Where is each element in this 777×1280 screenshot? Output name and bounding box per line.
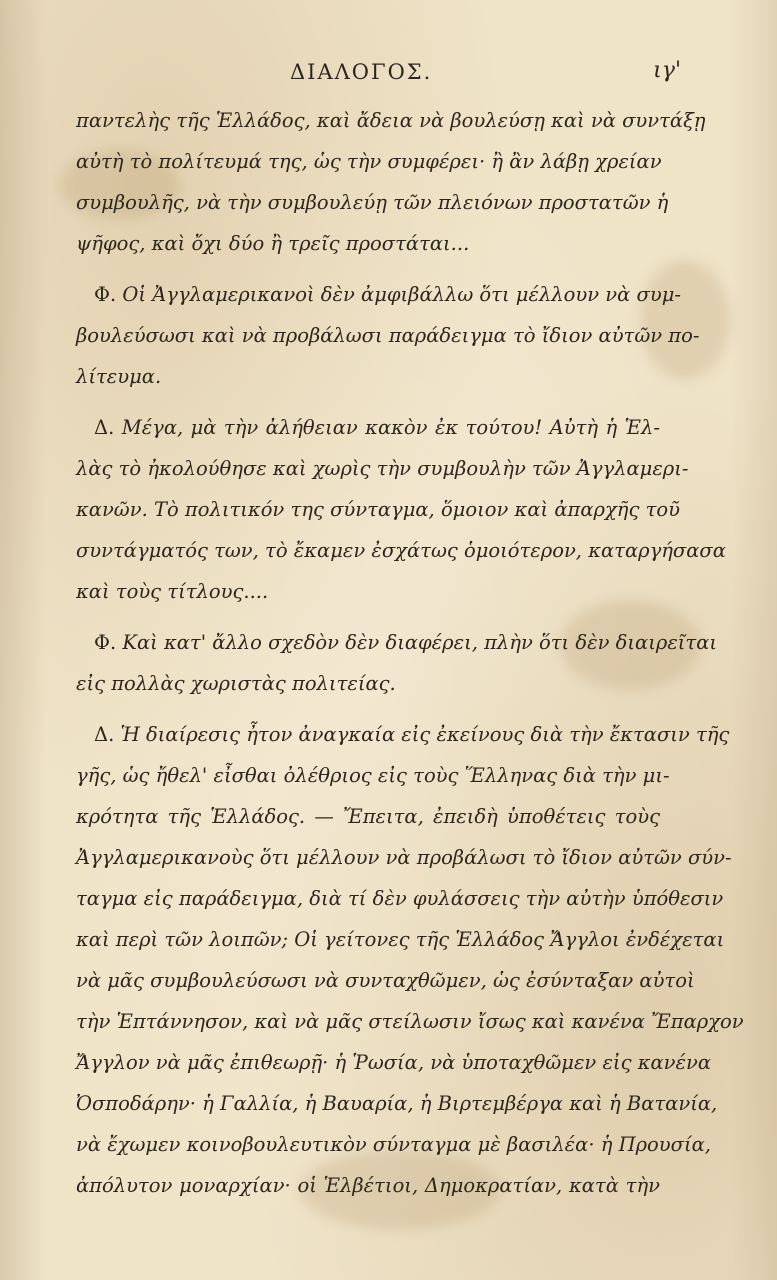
body-text <box>76 100 744 1206</box>
page-number: ιγ' <box>653 58 681 83</box>
text-line: Φ. Καὶ κατ' ἄλλο σχεδὸν δὲν διαφέρει, πλὴν ὅτι δὲν διαιρεῖται <box>94 631 718 654</box>
text-line: Ὀσποδάρην· ἡ Γαλλία, ἡ Βαυαρία, ἡ Βιρτεμβέργα καὶ ἡ Βατανία, <box>76 1092 718 1115</box>
page-header <box>0 58 777 94</box>
text-line: ἀπόλυτον μοναρχίαν· οἱ Ἑλβέτιοι, Δημοκρατίαν, κατὰ τὴν <box>76 1174 660 1197</box>
paragraph <box>76 714 744 1206</box>
text-line: βουλεύσωσι καὶ νὰ προβάλωσι παράδειγμα τὸ ἴδιον αὐτῶν πο- <box>76 324 700 347</box>
text-line: εἰς πολλὰς χωριστὰς πολιτείας. <box>76 672 396 695</box>
text-line: συμβουλῆς, νὰ τὴν συμβουλεύῃ τῶν πλειόνων προστατῶν ἡ <box>76 191 669 214</box>
text-line: λὰς τὸ ἠκολούθησε καὶ χωρὶς τὴν συμβουλὴν τῶν Ἀγγλαμερι- <box>76 457 689 480</box>
text-line: ταγμα εἰς παράδειγμα, διὰ τί δὲν φυλάσσεις τὴν αὐτὴν ὑπόθεσιν <box>76 887 724 910</box>
text-line: κρότητα τῆς Ἑλλάδος. — Ἔπειτα, ἐπειδὴ ὑποθέτεις τοὺς <box>76 805 660 828</box>
speaker-label: Φ. <box>94 631 117 654</box>
speaker-label: Δ. <box>94 416 115 439</box>
text-line: παντελὴς τῆς Ἑλλάδος, καὶ ἄδεια νὰ βουλεύσῃ καὶ νὰ συντάξῃ <box>76 109 706 132</box>
text-line: γῆς, ὡς ἤθελ' εἶσθαι ὀλέθριος εἰς τοὺς Ἕλληνας διὰ τὴν μι- <box>76 764 670 787</box>
text-line: νὰ ἔχωμεν κοινοβουλευτικὸν σύνταγμα μὲ βασιλέα· ἡ Προυσία, <box>76 1133 711 1156</box>
text-line: Δ. Μέγα, μὰ τὴν ἀλήθειαν κακὸν ἐκ τούτου! Αὐτὴ ἡ Ἑλ- <box>94 416 661 439</box>
text-line: Ἀγγλαμερικανοὺς ὅτι μέλλουν νὰ προβάλωσι τὸ ἴδιον αὐτῶν σύν- <box>76 846 732 869</box>
text-line: καὶ περὶ τῶν λοιπῶν; Οἱ γείτονες τῆς Ἑλλάδος Ἄγγλοι ἐνδέχεται <box>76 928 725 951</box>
text-line: τὴν Ἑπτάννησον, καὶ νὰ μᾶς στείλωσιν ἴσως καὶ κανένα Ἔπαρχον <box>76 1010 744 1033</box>
text-line: νὰ μᾶς συμβουλεύσωσι νὰ συνταχθῶμεν, ὡς ἐσύνταξαν αὐτοὶ <box>76 969 695 992</box>
speaker-label: Δ. <box>94 723 115 746</box>
text-line: καὶ τοὺς τίτλους.... <box>76 580 269 603</box>
paragraph <box>76 407 726 612</box>
paragraph <box>76 622 718 704</box>
text-line: ψῆφος, καὶ ὄχι δύο ἢ τρεῖς προστάται... <box>76 232 470 255</box>
text-line: Δ. Ἡ διαίρεσις ἦτον ἀναγκαία εἰς ἐκείνους διὰ τὴν ἔκτασιν τῆς <box>94 723 730 746</box>
text-line: κανῶν. Τὸ πολιτικόν της σύνταγμα, ὅμοιον καὶ ἀπαρχῆς τοῦ <box>76 498 680 521</box>
text-line: Φ. Οἱ Ἀγγλαμερικανοὶ δὲν ἀμφιβάλλω ὅτι μέλλουν νὰ συμ- <box>94 283 681 306</box>
paragraph <box>76 274 700 397</box>
text-line: λίτευμα. <box>76 365 162 388</box>
text-line: αὐτὴ τὸ πολίτευμά της, ὡς τὴν συμφέρει· ἢ ἂν λάβῃ χρείαν <box>76 150 662 173</box>
text-line: Ἄγγλον νὰ μᾶς ἐπιθεωρῇ· ἡ Ῥωσία, νὰ ὑποταχθῶμεν εἰς κανένα <box>76 1051 711 1074</box>
paragraph <box>76 100 706 264</box>
speaker-label: Φ. <box>94 283 117 306</box>
running-title: ΔΙΑΛΟΓΟΣ. <box>290 60 433 84</box>
text-line: συντάγματός των, τὸ ἔκαμεν ἐσχάτως ὁμοιότερον, καταργήσασα <box>76 539 726 562</box>
